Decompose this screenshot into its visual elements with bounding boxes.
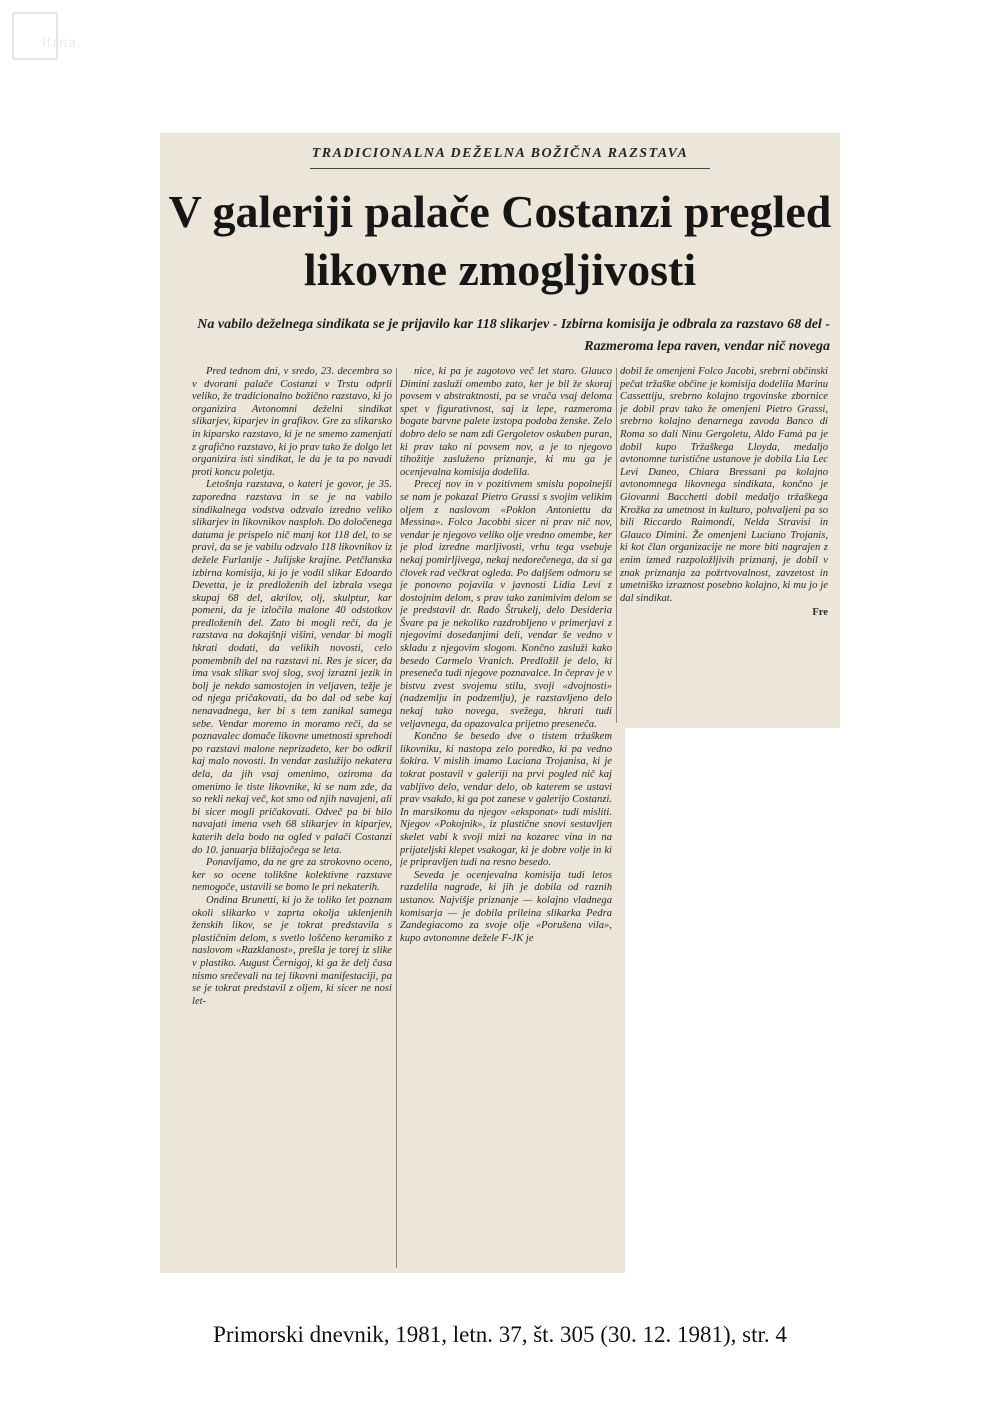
article-column-3	[620, 366, 828, 721]
column-divider	[396, 368, 397, 1268]
paragraph: Precej nov in v pozitivnem smislu popolnejši se nam je pokazal Pietro Grassi s svojim velikim oljem z naslovom «Poklon Antoniettu da Messina». Folco Jacobbi sicer ni prav nič nov, vendar je njegovo veliko olje vredno omembe, ker je plod izredne marljivosti, vrhu tega vsebuje nekaj pomirljivega, nekaj nedorečenega, da si ga človek rad večkrat ogleda. Po daljšem odmoru se je ponovno pojavila v javnosti Lidia Levi z dostojnim delom, s prav tako zanimivim delom se je predstavil dr. Rado Štrukelj, delo Desideria Švare pa je nekoliko razdrobljeno v primerjavi z njegovimi dosedanjimi deli, vendar še vedno v skladu z njegovim slogom. Končno zasluži kako besedo Carmelo Vranich. Predložil je delo, ki preseneča tudi njegove poznavalce. In čeprav je v bistvu zvest svojemu stilu, svoji «dvojnosti» (nadzemlju in podzemlju), je razstavljeno delo nekaj tako novega, svežega, hkrati tudi veljavnega, da opazovalca prijetno preseneča.	[400, 479, 612, 730]
article-kicker: TRADICIONALNA DEŽELNA BOŽIČNA RAZSTAVA	[311, 146, 689, 161]
paragraph: dobil že omenjeni Folco Jacobi, srebrni občinski pečat tržaške občine je komisija dodelila Marinu Cassettiju, srebrno kolajno trgovinske zbornice je dobil prav tako že omenjeni Pietro Grassi, srebrno kolajno denarnega zavoda Banco di Roma so dali Ninu Gergoletu, Aldo Famà pa je dobil kupo Tržaškega Lloyda, medaljo avtonomne turistične ustanove je dobila Lia Lec Levi Daneo, Chiara Bressani pa kolajno avtonomnega likovnega sindikata, končno je Giovanni Bacchetti dobil medaljo tržaškega Krožka za umetnost in kulturo, pohvaljeni pa so bili Riccardo Raimondi, Nelda Stravisi in Glauco Dimini. Že omenjeni Luciano Trojanis, ki kot član organizacije ne more biti nagrajen z enim izmed razpoložljivih priznanj, je dobil v znak priznanja za požrtvovalnost, zavzetost in umetniško izraznost posebno kolajno, ki mu jo je dal sindikat.	[620, 366, 828, 604]
kicker-underline	[310, 168, 710, 169]
article-column-1	[192, 366, 392, 1271]
paragraph: Pred tednom dni, v sredo, 23. decembra so v dvorani palače Costanzi v Trstu odprli veliko, že tradicionalno božično razstavo, ki jo organizira Avtonomni deželni sindikat slikarjev, kiparjev in grafikov. Gre za slikarsko in kiparsko razstavo, ki je ne smemo zamenjati z grafično razstavo, ki jo prav tako že dolgo let organizira isti sindikat, le da je ta po navadi proti koncu poletja.	[192, 366, 392, 478]
paragraph: Ondina Brunetti, ki jo že toliko let poznam okoli slikarko v zaprta okolja uklenjenih ženskih likov, se je tokrat predstavila s plastičnim delom, s svetlo loščeno keramiko z naslovom «Razklanost», prešla je torej iz slike v plastiko. August Černigoj, ki ga že delj časa nismo srečevali na tej likovni manifestaciji, pa se je tokrat predstavil z oljem, ki sicer ne nosi let-	[192, 894, 392, 1007]
article-subtitle: Na vabilo deželnega sindikata se je prijavilo kar 118 slikarjev - Izbirna komisija je odbrala za razstavo 68 del - Razmeroma lepa raven, vendar nič novega	[197, 317, 830, 354]
source-caption: Primorski dnevnik, 1981, letn. 37, št. 305 (30. 12. 1981), str. 4	[213, 1322, 787, 1347]
column-divider	[616, 368, 617, 723]
paragraph: nice, ki pa je zagotovo več let staro. Glauco Dimini zasluži omembo zato, ker je bil že skoraj povsem v abstraktnosti, pa se vrača vsaj deloma spet v figurativnost, saj iz lepe, razmeroma bogate barvne palete izstopa podoba ženske. Zelo dobro delo se nam zdi Gergoletov oskuben puran, ki prav tako ni povsem nov, a je to njegovo tihožitje zasluženo priznanje, ki mu ga je ocenjevalna komisija dodelila.	[400, 366, 612, 478]
logo-text: ltrna	[42, 36, 78, 51]
archive-logo	[12, 12, 112, 62]
paragraph: Ponavljamo, da ne gre za strokovno oceno, ker so ocene tolikšne kolektivne razstave nemogoče, ustavili se bomo le pri nekaterih.	[192, 857, 392, 894]
paragraph: Seveda je ocenjevalna komisija tudi letos razdelila nagrade, ki jih je dobila od raznih ustanov. Najvišje priznanje — kolajno vladnega komisarja — je dobila prileina slikarka Pedra Zandegiacomo za svoje olje «Porušena vila», kupo avtonomne dežele F-JK je	[400, 869, 612, 944]
article-headline: V galeriji palače Costanzi pregled likovne zmogljivosti	[168, 186, 832, 295]
author-signature: Fre	[812, 607, 828, 619]
paragraph: Končno še besedo dve o tistem tržaškem likovniku, ki nastopa zelo poredko, ki pa vedno šokira. V mislih imamo Luciana Trojanisa, ki je tokrat postavil v galeriji na prvi pogled nič kaj vabljivo delo, vendar delo, ob katerem se ustavi prav vsakdo, ki ga pot zanese v galerijo Costanzi. In marsikomu da njegov «eksponat» tudi misliti. Njegov «Pokojnik», iz plastične snovi sestavljen skelet vabi k svoji mizi na kozarec vina in na prijateljski klepet vsakogar, ki je dobre volje in ki je pripravljen tudi na resno besedo.	[400, 731, 612, 869]
paragraph: Letošnja razstava, o kateri je govor, je 35. zaporedna razstava in se je na vabilo sindikalnega vodstva odzvalo izredno veliko slikarjev in likovnikov nasploh. Do določenega datuma je prispelo nič manj kot 118 del, to se pravi, da se je vabilu odzvalo 118 likovnikov iz dežele Furlanije - Julijske krajine. Petčlanska izbirna komisija, ki jo je vodil slikar Edoardo Devetta, je iz predloženih del izbrala vsega skupaj 68 del, akrilov, olj, skulptur, kar pomeni, da je izločila malone 40 odstotkov predloženih del. Zato bi mogli reči, da je razstava na dokajšnji višini, vendar bi mogli hkrati dodati, da velikih novosti, celo pomembnih del na razstavi ni. Res je sicer, da ima vsak slikar svoj slog, svoj izrazni jezik in bolj je nekdo samostojen in veljaven, težje je od njega pričakovati, da bo dal od sebe kaj nenavadnega, ker bi s tem zanikal samega sebe. Vendar moremo in moramo reči, da se poznavalec domače likovne umetnosti sprehodi po razstavi malone neprizadeto, ker bo odkril kaj malo novosti. In vendar zaslužijo nekatera dela, da jih vsaj omenimo, oziroma da omenimo le tiste likovnike, ki se nam zde, da so rekli nekaj več, kot smo od njih navajeni, ali bi sicer mogli pričakovati. Odveč pa bi bilo navajati imena vseh 68 slikarjev in kiparjev, katerih dela bodo na ogled v palači Costanzi do 10. januarja bližajočega se leta.	[192, 479, 392, 856]
article-column-2	[400, 366, 612, 1271]
